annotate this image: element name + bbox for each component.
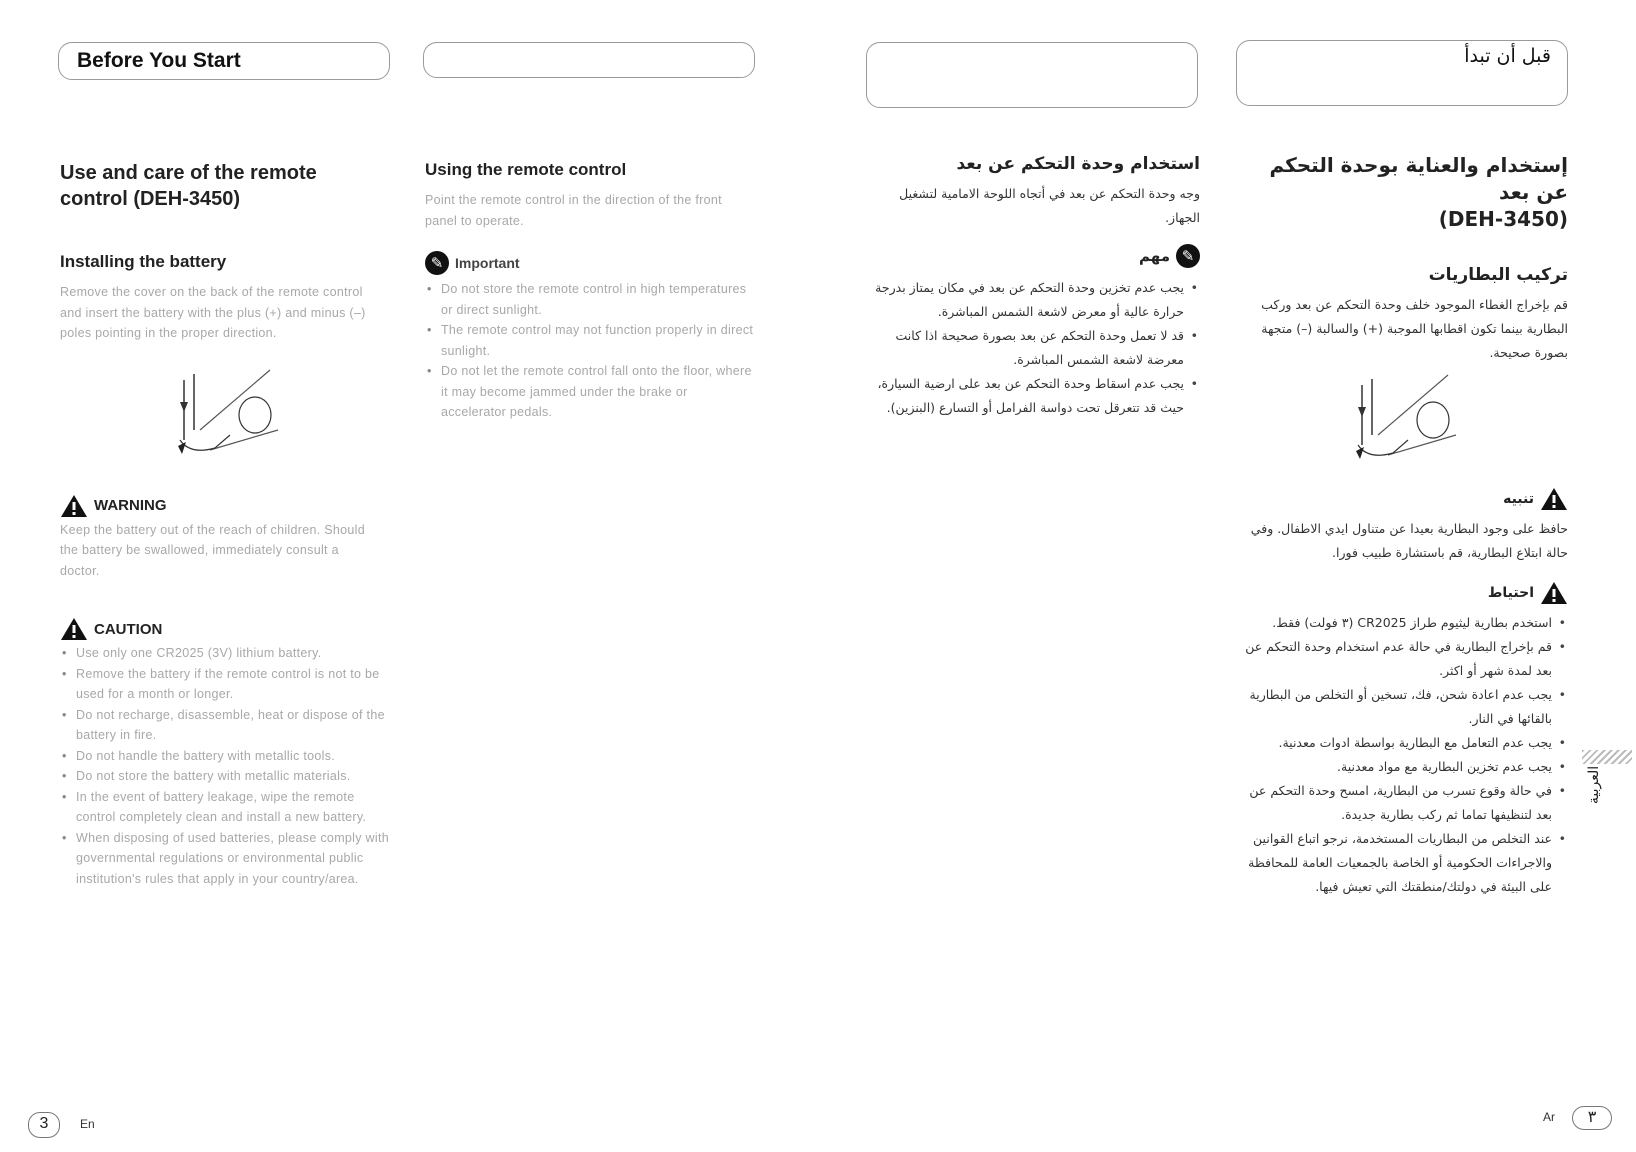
list-item: • Do not handle the battery with metallic tools. [60, 746, 395, 767]
arabic-tab-box [1236, 40, 1568, 106]
list-item: • Do not recharge, disassemble, heat or dispose of the battery in fire. [60, 705, 395, 746]
side-language-tab [1582, 750, 1632, 910]
arabic-using-title: استخدام وحدة التحكم عن بعد [956, 154, 1200, 174]
english-col1 [60, 160, 395, 889]
arabic-section-title: إستخدام والعناية بوحدة التحكم عن بعد [1269, 153, 1568, 204]
list-item: • يجب عدم اعادة شحن، فك، تسخين أو التخلص من البطارية بالقائها في النار. [1236, 683, 1568, 731]
list-item: • عند التخلص من البطاريات المستخدمة، نرجو اتباع القوانين والاجراءات الحكومية أو الخاصة بالجمعيات العامة للمحافظة على البيئة في دولتك/منطقتك التي تعيش فيها. [1236, 827, 1568, 899]
list-item: • Remove the battery if the remote control is not to be used for a month or longer. [60, 664, 395, 705]
english-important-list [425, 279, 755, 423]
arabic-col3 [866, 154, 1200, 420]
important-icon: ✎ [1176, 244, 1200, 268]
english-warning-header [60, 494, 395, 518]
list-item: • Do not store the remote control in high temperatures or direct sunlight. [425, 279, 755, 320]
english-caution-list [60, 643, 395, 889]
arabic-warning-text: حافظ على وجود البطارية بعيدا عن متناول ايدي الاطفال. وفي حالة ابتلاع البطارية، قم باستشارة طبيب فورا. [1250, 521, 1568, 560]
list-item: • Do not store the battery with metallic materials. [60, 766, 395, 787]
left-page-number: 3 [28, 1112, 60, 1138]
battery-icon [239, 397, 271, 433]
arabic-important-label: مهم [1139, 247, 1170, 265]
english-warning-label: WARNING [94, 497, 167, 514]
insert-arrow-icon [1358, 407, 1366, 417]
caution-icon [1540, 581, 1568, 605]
english-tab-box [58, 42, 390, 80]
arabic-tab-title: قبل أن تبدأ [1464, 45, 1551, 67]
list-item: • Do not let the remote control fall onto the floor, where it may become jammed under the brake or accelerator pedals. [425, 361, 755, 423]
english-installing-heading: Installing the battery [60, 252, 227, 271]
side-tab-label: العربية [1586, 765, 1602, 805]
list-item: • في حالة وقوع تسرب من البطارية، امسح وحدة التحكم عن بعد لتنظيفها تماما ثم ركب بطارية جديدة. [1236, 779, 1568, 827]
arabic-important-list [866, 276, 1200, 420]
warning-icon [1540, 487, 1568, 511]
list-item: • When disposing of used batteries, please comply with governmental regulations or environmental public institution's rules that apply in your country/area. [60, 828, 395, 890]
english-important-label: Important [455, 255, 520, 271]
english-using-title: Using the remote control [425, 160, 627, 179]
arabic-installing-heading: تركيب البطاريات [1428, 265, 1568, 285]
battery-illustration [1348, 371, 1468, 471]
left-language-code: En [80, 1117, 95, 1131]
english-using-text: Point the remote control in the direction of the front panel to operate. [425, 193, 722, 228]
list-item: • Use only one CR2025 (3V) lithium battery. [60, 643, 395, 664]
important-icon: ✎ [425, 251, 449, 275]
arabic-important-header [866, 244, 1200, 268]
arabic-installing-text: قم بإخراج الغطاء الموجود خلف وحدة التحكم عن بعد وركب البطارية بينما تكون اقطابها الموجبة (+) والسالبة (–) متجهة بصورة صحيحة. [1261, 297, 1568, 360]
english-section-title: Use and care of the remote control (DEH-3450) [60, 162, 317, 210]
list-item: • يجب عدم تخزين البطارية مع مواد معدنية. [1236, 755, 1568, 779]
warning-icon [60, 494, 88, 518]
english-important-header [425, 251, 760, 275]
battery-illustration [170, 360, 290, 470]
right-page-number: ٣ [1572, 1106, 1612, 1130]
list-item: • In the event of battery leakage, wipe the remote control completely clean and install a new battery. [60, 787, 395, 828]
list-item: • قم بإخراج البطارية في حالة عدم استخدام وحدة التحكم عن بعد لمدة شهر أو اكثر. [1236, 635, 1568, 683]
list-item: • The remote control may not function properly in direct sunlight. [425, 320, 755, 361]
list-item: • يجب عدم التعامل مع البطارية بواسطة ادوات معدنية. [1236, 731, 1568, 755]
list-item: • قد لا تعمل وحدة التحكم عن بعد بصورة صحيحة اذا كانت معرضة لاشعة الشمس المباشرة. [866, 324, 1200, 372]
english-tab-title: Before You Start [77, 49, 241, 72]
arabic-warning-label: تنبيه [1503, 491, 1534, 507]
battery-icon [1417, 402, 1449, 438]
arabic-blank-tab-box [866, 42, 1198, 108]
arabic-warning-header [1236, 487, 1568, 511]
english-caution-label: CAUTION [94, 620, 163, 638]
arabic-caution-label: احتياط [1487, 585, 1534, 601]
list-item: • استخدم بطارية ليثيوم طراز CR2025 (٣ فولت) فقط. [1236, 611, 1568, 635]
arabic-section-model: (DEH-3450) [1438, 207, 1568, 231]
english-warning-text: Keep the battery out of the reach of children. Should the battery be swallowed, immediately consult a doctor. [60, 522, 365, 578]
arabic-caution-list [1236, 611, 1568, 899]
list-item: • يجب عدم تخزين وحدة التحكم عن بعد في مكان يمتاز بدرجة حرارة عالية أو معرض لاشعة الشمس المباشرة. [866, 276, 1200, 324]
arabic-col4 [1236, 152, 1568, 899]
english-installing-text: Remove the cover on the back of the remote control and insert the battery with the plus (+) and minus (–) poles pointing in the proper direction. [60, 285, 366, 340]
arabic-caution-header [1236, 581, 1568, 605]
blank-tab-box [423, 42, 755, 78]
english-caution-header [60, 617, 395, 641]
right-language-code: Ar [1543, 1110, 1555, 1124]
insert-arrow-icon [180, 402, 188, 412]
list-item: • يجب عدم اسقاط وحدة التحكم عن بعد على ارضية السيارة، حيث قد تتعرقل تحت دواسة الفرامل أو التسارع (البنزين). [866, 372, 1200, 420]
arabic-using-text: وجه وحدة التحكم عن بعد في أتجاه اللوحة الامامية لتشغيل الجهاز. [899, 186, 1200, 225]
caution-icon [60, 617, 88, 641]
english-col2 [425, 160, 760, 423]
